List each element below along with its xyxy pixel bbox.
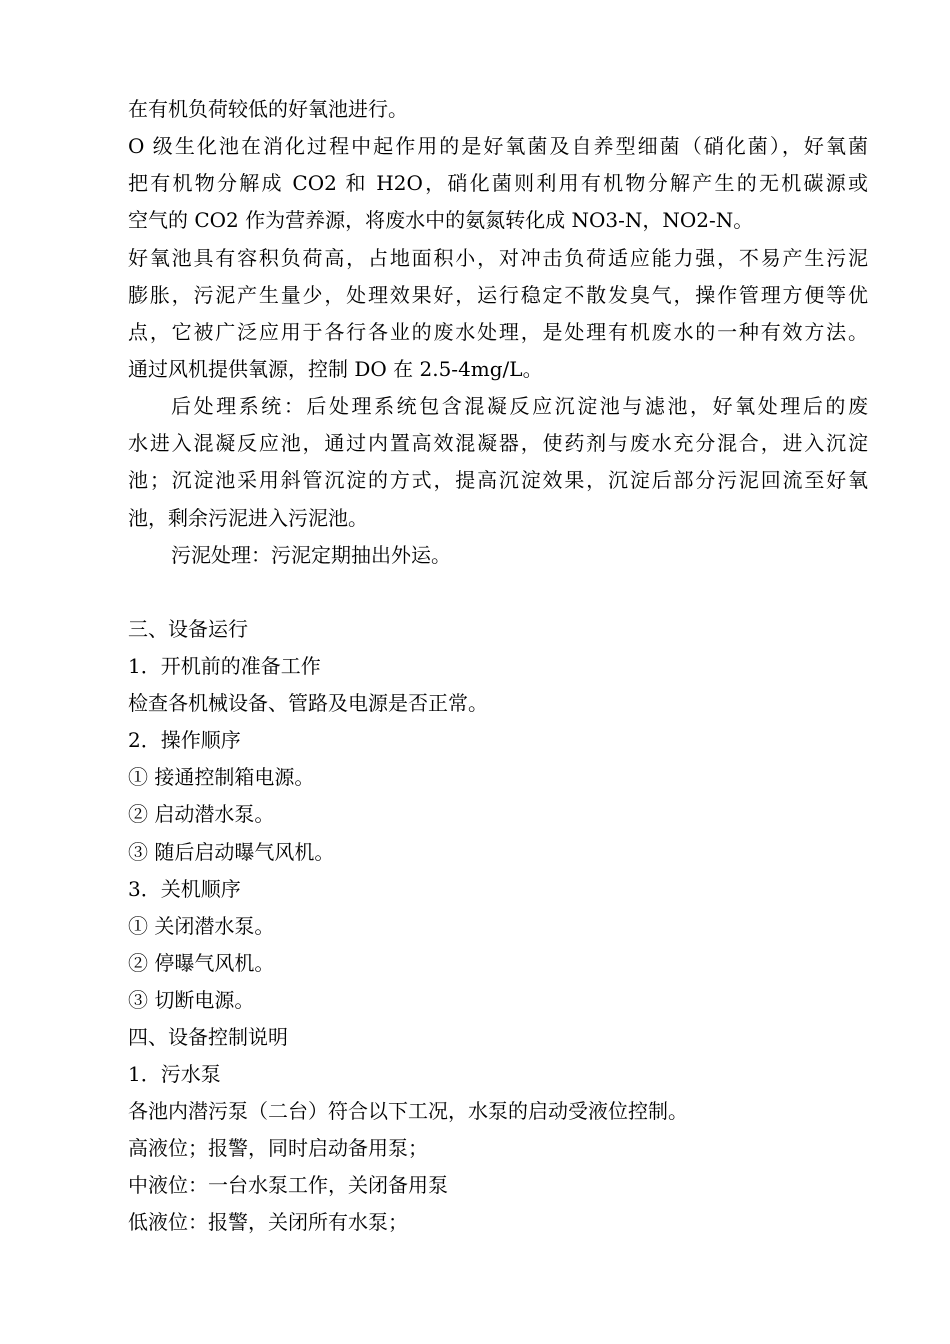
paragraph-line: 在有机负荷较低的好氧池进行。 bbox=[128, 97, 408, 121]
paragraph-line: 低液位：报警，关闭所有水泵； bbox=[128, 1210, 408, 1234]
subsection-heading: 1．污水泵 bbox=[128, 1062, 221, 1086]
subsection-heading: 3．关机顺序 bbox=[128, 877, 241, 901]
section-heading: 三、设备运行 bbox=[128, 617, 248, 641]
paragraph-line: O 级生化池在消化过程中起作用的是好氧菌及自养型细菌（硝化菌），好氧菌 bbox=[128, 134, 868, 158]
paragraph-line: 中液位：一台水泵工作，关闭备用泵 bbox=[128, 1173, 448, 1197]
list-item: ① 关闭潜水泵。 bbox=[128, 914, 275, 938]
paragraph-line: 高液位；报警，同时启动备用泵； bbox=[128, 1136, 428, 1160]
paragraph-line: 水进入混凝反应池，通过内置高效混凝器，使药剂与废水充分混合，进入沉淀 bbox=[128, 431, 868, 455]
list-item: ② 启动潜水泵。 bbox=[128, 802, 275, 826]
list-item: ① 接通控制箱电源。 bbox=[128, 765, 315, 789]
paragraph-line: 污泥处理：污泥定期抽出外运。 bbox=[171, 543, 451, 567]
paragraph-line: 膨胀，污泥产生量少，处理效果好，运行稳定不散发臭气，操作管理方便等优 bbox=[128, 283, 868, 307]
section-heading: 四、设备控制说明 bbox=[128, 1025, 288, 1049]
list-item: ② 停曝气风机。 bbox=[128, 951, 275, 975]
paragraph-line: 池；沉淀池采用斜管沉淀的方式，提高沉淀效果，沉淀后部分污泥回流至好氧 bbox=[128, 468, 868, 492]
paragraph-line: 空气的 CO2 作为营养源，将废水中的氨氮转化成 NO3-N，NO2-N。 bbox=[128, 208, 754, 232]
list-item: ③ 随后启动曝气风机。 bbox=[128, 840, 335, 864]
subsection-heading: 2．操作顺序 bbox=[128, 728, 241, 752]
subsection-heading: 1．开机前的准备工作 bbox=[128, 654, 321, 678]
paragraph-line: 各池内潜污泵（二台）符合以下工况，水泵的启动受液位控制。 bbox=[128, 1099, 688, 1123]
paragraph-line: 检查各机械设备、管路及电源是否正常。 bbox=[128, 691, 488, 715]
paragraph-line: 把有机物分解成 CO2 和 H2O，硝化菌则利用有机物分解产生的无机碳源或 bbox=[128, 171, 868, 195]
paragraph-line: 通过风机提供氧源，控制 DO 在 2.5-4mg/L。 bbox=[128, 357, 543, 381]
paragraph-line: 池，剩余污泥进入污泥池。 bbox=[128, 506, 368, 530]
paragraph-line: 好氧池具有容积负荷高，占地面积小，对冲击负荷适应能力强，不易产生污泥 bbox=[128, 246, 868, 270]
paragraph-line: 后处理系统：后处理系统包含混凝反应沉淀池与滤池，好氧处理后的废 bbox=[171, 394, 868, 418]
paragraph-line: 点，它被广泛应用于各行各业的废水处理，是处理有机废水的一种有效方法。 bbox=[128, 320, 868, 344]
list-item: ③ 切断电源。 bbox=[128, 988, 255, 1012]
